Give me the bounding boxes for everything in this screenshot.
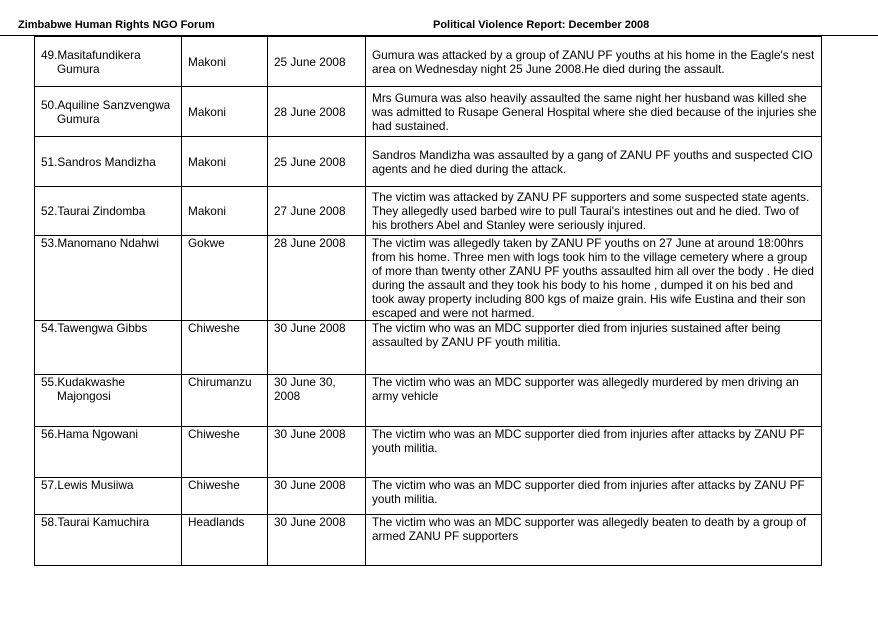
- victim-name-cell: [35, 478, 182, 515]
- victim-name: 55.Kudakwashe: [41, 375, 125, 389]
- description-cell: The victim who was an MDC supporter died from injuries after attacks by ZANU PF youth militia.: [366, 478, 822, 515]
- table-row: [35, 515, 822, 566]
- organization-name: Zimbabwe Human Rights NGO Forum: [18, 19, 215, 31]
- place-cell: Makoni: [182, 137, 268, 187]
- date-cell: 30 June 2008: [268, 478, 366, 515]
- date-cell: 30 June 2008: [268, 321, 366, 375]
- victim-name: 50.Aquiline Sanzvengwa: [41, 97, 171, 112]
- description-cell: The victim who was an MDC supporter was allegedly beaten to death by a group of armed ZANU PF supporters: [366, 515, 822, 566]
- date-cell: 25 June 2008: [268, 37, 366, 87]
- table-row: [35, 137, 822, 187]
- date-cell: 25 June 2008: [268, 137, 366, 187]
- victim-name: 57.Lewis Musiiwa: [41, 478, 134, 492]
- description-cell: The victim who was an MDC supporter was allegedly murdered by men driving an army vehicle: [366, 375, 822, 427]
- date-cell: 28 June 2008: [268, 236, 366, 321]
- place-cell: Chirumanzu: [182, 375, 268, 427]
- table-row: [35, 236, 822, 321]
- description-cell: Sandros Mandizha was assaulted by a gang of ZANU PF youths and suspected CIO agents and he died during the attack.: [366, 137, 822, 187]
- table-row: [35, 478, 822, 515]
- place-cell: Makoni: [182, 187, 268, 236]
- victim-name-continued: Majongosi: [57, 389, 111, 403]
- place-cell: Chiweshe: [182, 478, 268, 515]
- victim-name-continued: Gumura: [57, 111, 100, 126]
- victim-name-cell: [35, 321, 182, 375]
- place-cell: Makoni: [182, 37, 268, 87]
- victim-name: 52.Taurai Zindomba: [41, 204, 146, 218]
- date-cell: 27 June 2008: [268, 187, 366, 236]
- table-row: [35, 375, 822, 427]
- victim-name: 49.Masitafundikera: [41, 47, 141, 62]
- date-cell: 30 June 2008: [268, 427, 366, 478]
- date-cell: 30 June 2008: [268, 515, 366, 566]
- victim-name: 58.Taurai Kamuchira: [41, 515, 150, 529]
- description-cell: The victim who was an MDC supporter died from injuries sustained after being assaulted by ZANU PF youth militia.: [366, 321, 822, 375]
- place-cell: Gokwe: [182, 236, 268, 321]
- table-row: [35, 427, 822, 478]
- victim-name-continued: Gumura: [57, 61, 100, 76]
- victim-name-cell: [35, 427, 182, 478]
- victim-name: 56.Hama Ngowani: [41, 427, 139, 441]
- victim-name-cell: [35, 87, 182, 137]
- victim-name-cell: [35, 375, 182, 427]
- place-cell: Chiweshe: [182, 427, 268, 478]
- victim-name-cell: [35, 137, 182, 187]
- place-cell: Chiweshe: [182, 321, 268, 375]
- table-row: [35, 321, 822, 375]
- victim-name: 51.Sandros Mandizha: [41, 154, 156, 169]
- victim-name-cell: [35, 236, 182, 321]
- report-title: Political Violence Report: December 2008: [433, 19, 650, 31]
- description-cell: The victim who was an MDC supporter died from injuries after attacks by ZANU PF youth militia.: [366, 427, 822, 478]
- description-cell: The victim was allegedly taken by ZANU PF youths on 27 June at around 18:00hrs from his home. Three men with logs took him to the village cemetery where a group of more than twenty other ZANU PF youths assaulted him all over the body . He died during the assault and they took his body to his home , dumped it on his bed and took away property including 800 kgs of maize grain. His wife Eustina and their son escaped and were not harmed.: [366, 236, 822, 321]
- victim-name-cell: [35, 515, 182, 566]
- table-row: [35, 37, 822, 87]
- date-cell: 28 June 2008: [268, 87, 366, 137]
- place-cell: Makoni: [182, 87, 268, 137]
- victim-name-cell: [35, 37, 182, 87]
- victim-name-cell: [35, 187, 182, 236]
- victims-table: [34, 36, 822, 566]
- place-cell: Headlands: [182, 515, 268, 566]
- description-cell: The victim was attacked by ZANU PF supporters and some suspected state agents. They allegedly used barbed wire to pull Taurai's intestines out and he died. Two of his brothers Abel and Stanley were seriously injured.: [366, 187, 822, 236]
- description-cell: Gumura was attacked by a group of ZANU PF youths at his home in the Eagle's nest area on Wednesday night 25 June 2008.He died during the assault.: [366, 37, 822, 87]
- date-cell: 30 June 30, 2008: [268, 375, 366, 427]
- table-row: [35, 87, 822, 137]
- victim-name: 54.Tawengwa Gibbs: [41, 321, 148, 335]
- table-row: [35, 187, 822, 236]
- description-cell: Mrs Gumura was also heavily assaulted the same night her husband was killed she was admitted to Rusape General Hospital where she died because of the injuries she had sustained.: [366, 87, 822, 137]
- victim-name: 53.Manomano Ndahwi: [41, 236, 160, 250]
